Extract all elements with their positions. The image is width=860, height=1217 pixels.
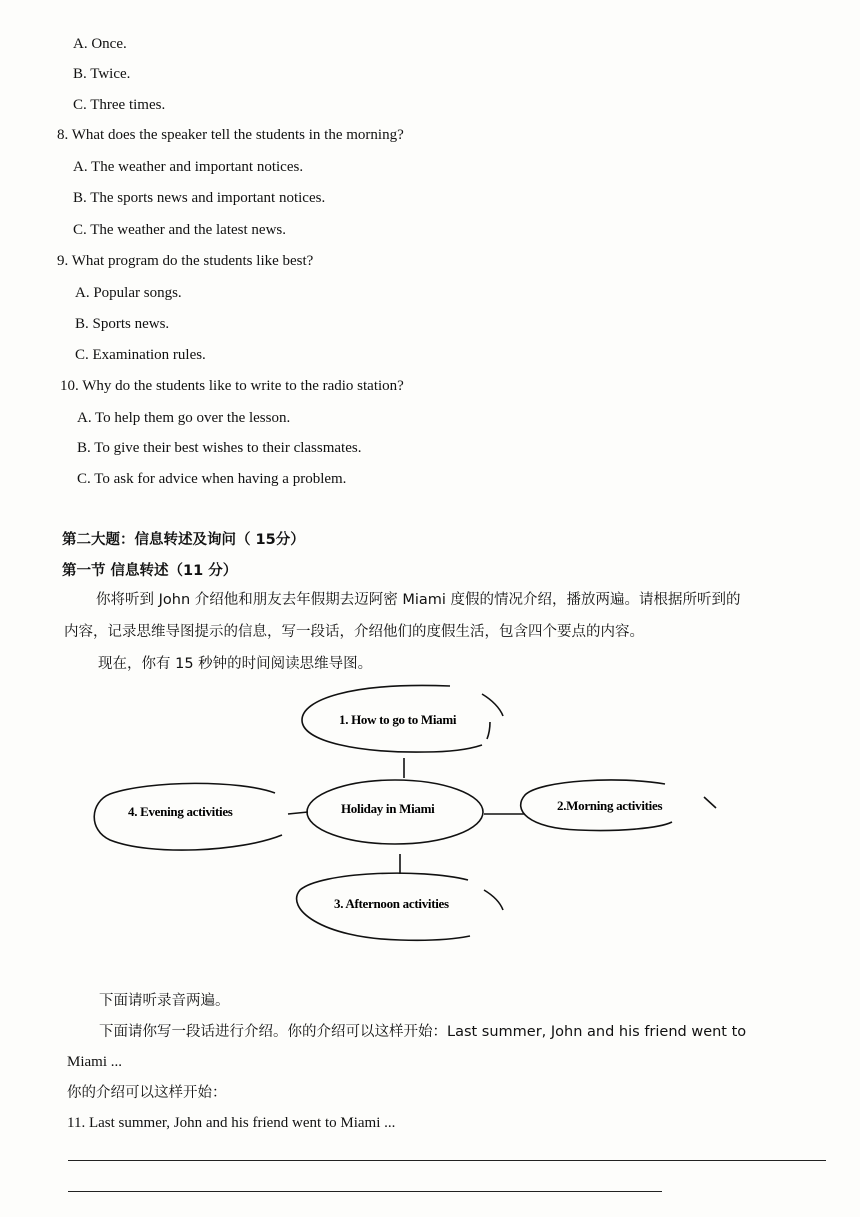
listen-twice-note: 下面请听录音两遍。 — [99, 993, 230, 1009]
node3-label: 3. Afternoon activities — [334, 896, 449, 911]
q9-option-c: C. Examination rules. — [75, 347, 206, 363]
q9-question: 9. What program do the students like best? — [57, 253, 314, 269]
node2-label: 2.Morning activities — [557, 798, 663, 813]
connector-left — [288, 812, 308, 814]
q11-prompt: 11. Last summer, John and his friend went to Miami ... — [67, 1115, 396, 1131]
q7-option-c: C. Three times. — [73, 97, 166, 113]
reading-time-note: 现在，你有 15 秒钟的时间阅读思维导图。 — [98, 656, 373, 672]
q8-question: 8. What does the speaker tell the students in the morning? — [57, 127, 404, 143]
node1-stroke-a — [482, 694, 503, 716]
q7-option-a: A. Once. — [73, 36, 127, 52]
node1-stroke-b — [487, 722, 490, 739]
intro-line-2: 内容，记录思维导图提示的信息，写一段话，介绍他们的度假生活，包含四个要点的内容。 — [64, 624, 644, 640]
intro-line-1: 你将听到 John 介绍他和朋友去年假期去迈阿密 Miami 度假的情况介绍，播放两遍。请根据所听到的 — [96, 592, 741, 608]
q10-question: 10. Why do the students like to write to the radio station? — [60, 378, 404, 394]
answer-line-2[interactable] — [68, 1191, 662, 1192]
start-label: 你的介绍可以这样开始： — [67, 1085, 227, 1101]
q7-option-b: B. Twice. — [73, 66, 131, 82]
node3-stroke — [484, 890, 503, 910]
node1-label: 1. How to go to Miami — [339, 712, 457, 727]
q9-option-b: B. Sports news. — [75, 316, 170, 332]
node4-label: 4. Evening activities — [128, 804, 233, 819]
writing-instruction-line-2: Miami ... — [67, 1054, 122, 1070]
q10-option-b: B. To give their best wishes to their classmates. — [77, 440, 362, 456]
node2-stroke — [704, 797, 716, 808]
q10-option-a: A. To help them go over the lesson. — [77, 410, 291, 426]
q9-option-a: A. Popular songs. — [75, 285, 182, 301]
answer-line-1[interactable] — [68, 1160, 826, 1161]
q8-option-a: A. The weather and important notices. — [73, 159, 304, 175]
section-subheading: 第一节 信息转述（11 分） — [62, 563, 238, 579]
q10-option-c: C. To ask for advice when having a problem. — [77, 471, 347, 487]
center-label: Holiday in Miami — [341, 801, 435, 816]
q8-option-c: C. The weather and the latest news. — [73, 222, 286, 238]
q8-option-b: B. The sports news and important notices. — [73, 190, 326, 206]
writing-instruction-line-1: 下面请你写一段话进行介绍。你的介绍可以这样开始：Last summer, John and his friend went to — [99, 1024, 747, 1040]
section-heading: 第二大题：信息转述及询问（ 15分） — [62, 532, 305, 548]
